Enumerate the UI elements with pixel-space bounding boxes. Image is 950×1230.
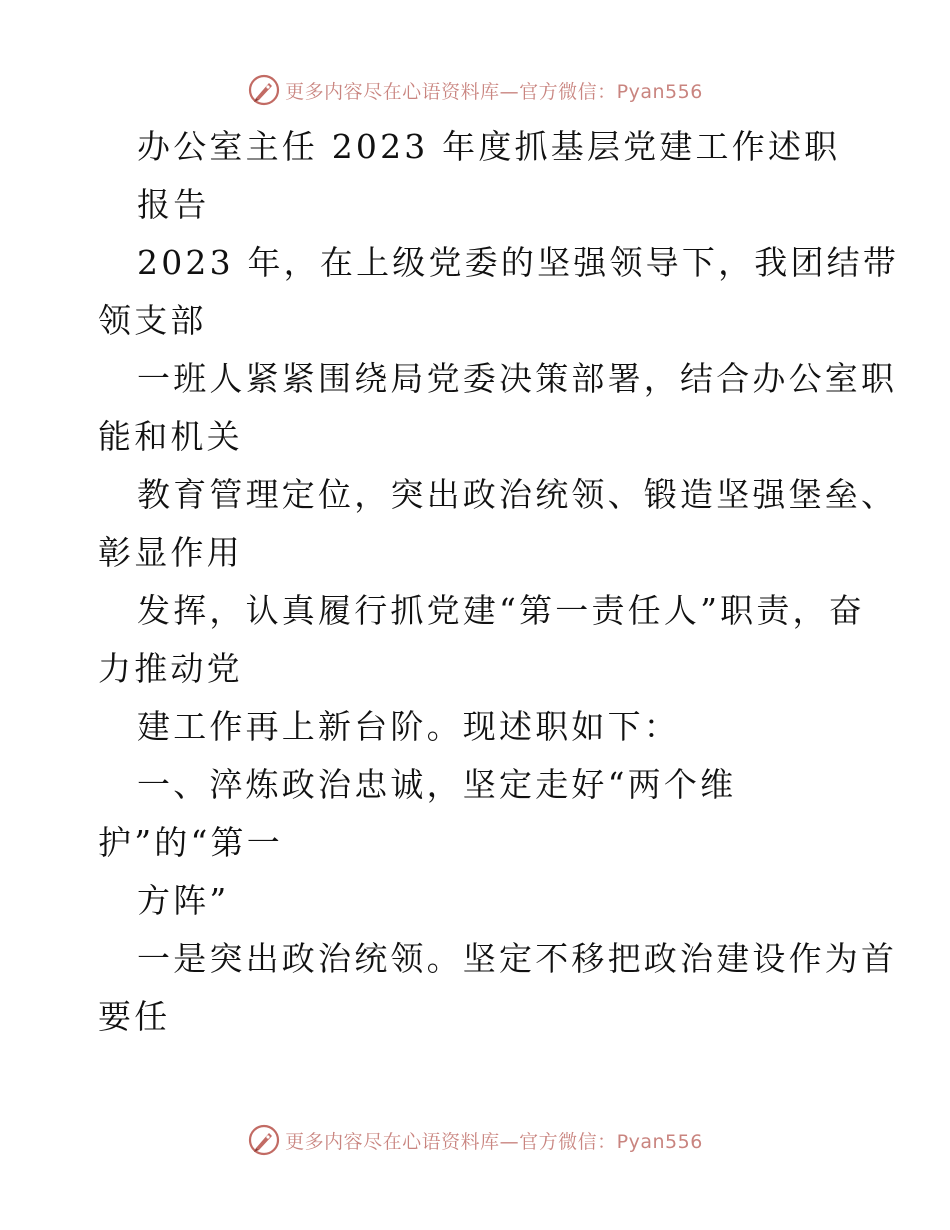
watermark-text: 更多内容尽在心语资料库—官方微信：Pyan556 — [285, 1130, 703, 1153]
paragraph-line: 教育管理定位，突出政治统领、锻造坚强堡垒、 — [137, 475, 898, 514]
pen-nib-logo-icon — [247, 1123, 281, 1157]
paragraph-line: 领支部 — [98, 301, 207, 340]
pen-nib-logo-icon — [247, 73, 281, 107]
title-line-2: 报告 — [137, 185, 210, 224]
section-heading-line: 护”的“第一 — [98, 823, 283, 862]
paragraph-line: 发挥，认真履行抓党建“第一责任人”职责，奋 — [137, 591, 865, 630]
paragraph-line: 一是突出政治统领。坚定不移把政治建设作为首 — [137, 939, 898, 978]
section-heading-line: 一、淬炼政治忠诚，坚定走好“两个维 — [137, 765, 737, 804]
section-heading-line: 方阵” — [137, 881, 230, 920]
paragraph-line: 要任 — [98, 997, 171, 1036]
paragraph-line: 彰显作用 — [98, 533, 243, 572]
paragraph-line: 建工作再上新台阶。现述职如下： — [137, 707, 680, 746]
paragraph-line: 一班人紧紧围绕局党委决策部署，结合办公室职 — [137, 359, 898, 398]
paragraph-line: 2023 年，在上级党委的坚强领导下，我团结带 — [137, 243, 900, 282]
paragraph-line: 力推动党 — [98, 649, 243, 688]
paragraph-line: 能和机关 — [98, 417, 243, 456]
header-watermark — [0, 68, 950, 112]
footer-watermark — [0, 1118, 950, 1162]
watermark-text: 更多内容尽在心语资料库—官方微信：Pyan556 — [285, 80, 703, 103]
title-line-1: 办公室主任 2023 年度抓基层党建工作述职 — [137, 127, 841, 166]
